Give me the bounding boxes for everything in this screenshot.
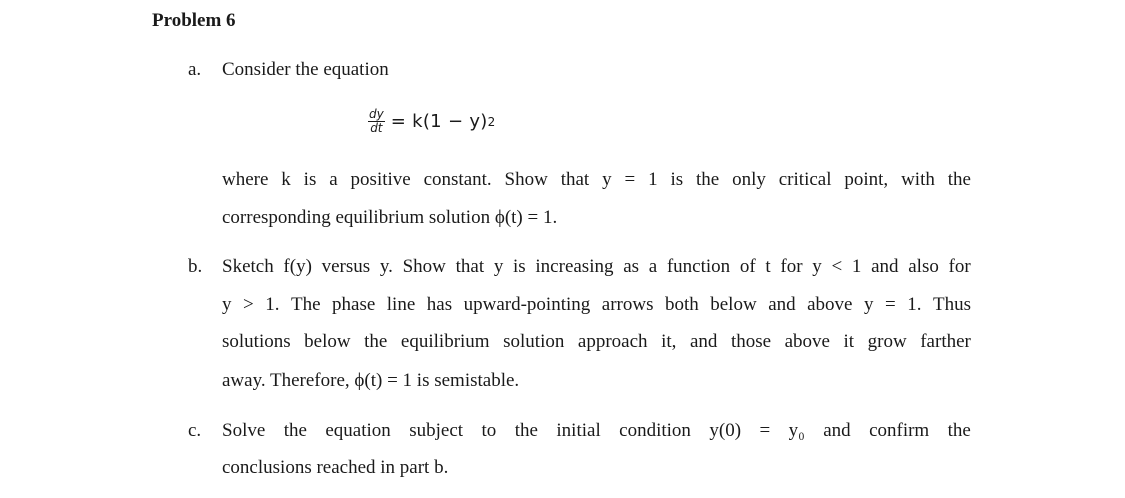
word: 1. — [907, 294, 922, 315]
word: that — [560, 169, 590, 190]
word: y — [602, 169, 612, 190]
word: The — [290, 294, 321, 315]
word: below — [710, 294, 757, 315]
word: phase — [332, 294, 376, 315]
part-b-line-4: away. Therefore, ϕ(t) = 1 is semistable. — [222, 370, 520, 391]
word: grow — [867, 331, 907, 352]
word: solution — [503, 331, 565, 352]
word: it, — [661, 331, 677, 352]
word: line — [386, 294, 416, 315]
word: = — [759, 420, 771, 441]
word: y — [864, 294, 874, 315]
derivative-fraction — [368, 108, 385, 135]
word: is — [513, 256, 526, 277]
word: and — [823, 420, 851, 441]
word: f(y) — [283, 256, 312, 277]
word: positive — [350, 169, 411, 190]
word: equilibrium — [400, 331, 490, 352]
word: only — [732, 169, 766, 190]
word: and — [768, 294, 796, 315]
word: above — [807, 294, 853, 315]
part-a-marker: a. — [188, 59, 202, 80]
word: y. — [379, 256, 393, 277]
word: < — [831, 256, 843, 277]
word: y₀ — [788, 420, 805, 441]
word: y — [222, 294, 232, 315]
word: has — [426, 294, 453, 315]
word: y(0) — [709, 420, 742, 441]
word: the — [947, 169, 971, 190]
word: 1 — [851, 256, 862, 277]
word: also — [908, 256, 939, 277]
part-b-line-2 — [222, 294, 971, 316]
word: both — [664, 294, 699, 315]
word: t — [765, 256, 771, 277]
word: and — [689, 331, 718, 352]
word: y — [493, 256, 504, 277]
word: the — [283, 420, 307, 441]
word: with — [901, 169, 935, 190]
fraction-denominator: dt — [370, 121, 383, 135]
word: increasing — [535, 256, 614, 277]
word: to — [481, 420, 497, 441]
word: 1. — [265, 294, 280, 315]
word: a — [648, 256, 658, 277]
equation-exponent: 2 — [487, 114, 496, 129]
word: Show — [504, 169, 548, 190]
word: Sketch — [222, 256, 274, 277]
word: Thus — [932, 294, 971, 315]
word: of — [739, 256, 756, 277]
part-c-line-1 — [222, 420, 971, 442]
word: those — [730, 331, 772, 352]
word: arrows — [601, 294, 654, 315]
word: a — [329, 169, 338, 190]
word: approach — [577, 331, 648, 352]
problem-title: Problem 6 — [152, 10, 236, 31]
part-b-line-1 — [222, 256, 971, 278]
part-a-line-2: corresponding equilibrium solution ϕ(t) = 1. — [222, 207, 558, 228]
word: that — [455, 256, 485, 277]
word: critical — [778, 169, 832, 190]
word: function — [666, 256, 731, 277]
word: > — [243, 294, 254, 315]
fraction-numerator: dy — [369, 107, 384, 121]
part-c-line-2: conclusions reached in part b. — [222, 457, 449, 478]
word: = — [885, 294, 896, 315]
word: the — [514, 420, 538, 441]
part-b-marker: b. — [188, 256, 203, 277]
word: condition — [619, 420, 691, 441]
part-b-line-3 — [222, 331, 971, 353]
word: is — [303, 169, 317, 190]
word: solutions — [222, 331, 291, 352]
word: 1 — [648, 169, 658, 190]
word: subject — [409, 420, 464, 441]
word: y — [812, 256, 822, 277]
word: for — [780, 256, 803, 277]
word: as — [623, 256, 640, 277]
differential-equation — [368, 108, 495, 135]
word: confirm — [869, 420, 930, 441]
word: the — [364, 331, 388, 352]
word: above — [784, 331, 830, 352]
word: equation — [325, 420, 391, 441]
word: Show — [402, 256, 446, 277]
word: below — [304, 331, 351, 352]
word: farther — [920, 331, 971, 352]
part-c-marker: c. — [188, 420, 202, 441]
word: the — [947, 420, 971, 441]
word: the — [696, 169, 720, 190]
word: = — [624, 169, 636, 190]
word: Solve — [222, 420, 266, 441]
word: is — [670, 169, 684, 190]
word: and — [871, 256, 899, 277]
word: versus — [321, 256, 371, 277]
word: it — [843, 331, 855, 352]
word: for — [948, 256, 971, 277]
word: k — [281, 169, 291, 190]
part-a-intro: Consider the equation — [222, 59, 389, 80]
word: point, — [844, 169, 889, 190]
part-a-line-1 — [222, 169, 971, 191]
equation-rhs: = k(1 − y) — [390, 111, 488, 132]
word: initial — [556, 420, 601, 441]
word: where — [222, 169, 269, 190]
word: constant. — [423, 169, 492, 190]
word: upward-pointing — [463, 294, 591, 315]
